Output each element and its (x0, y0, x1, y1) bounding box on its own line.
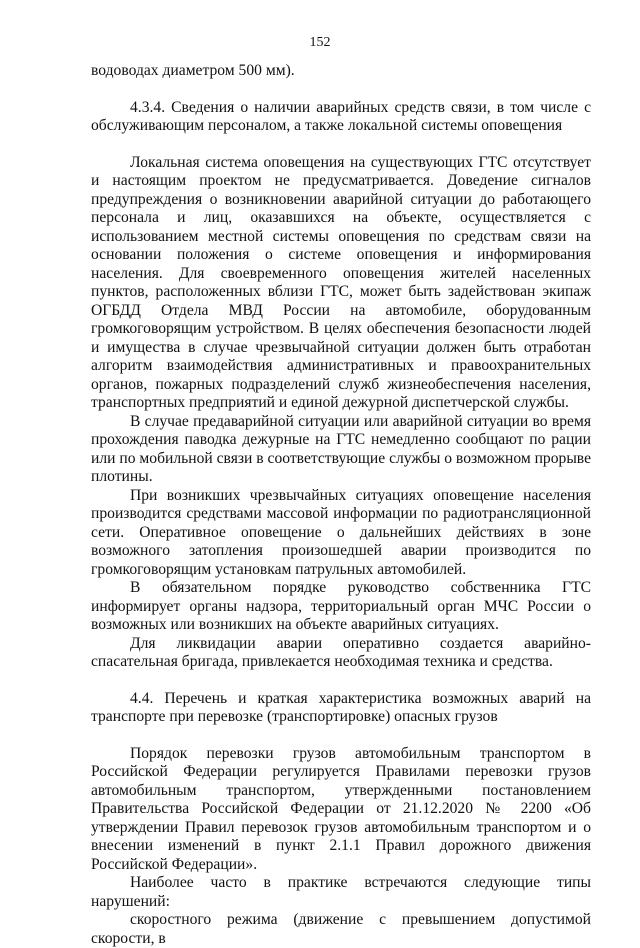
paragraph-rescue-team: Для ликвидации аварии оперативно создается аварийно-спасательная бригада, привлекается необходимая техника и средства. (91, 634, 591, 670)
paragraph-continuation: водоводах диаметром 500 мм). (91, 62, 295, 79)
paragraph-emergency-alerts: При возникших чрезвычайных ситуациях оповещение населения производится средствами массовой информации по радиотрансляционной сети. Оперативное оповещение о дальнейших действиях в зоне возможного затопления произошедшей аварии производится по громкоговорящим установкам патрульных автомобилей. (91, 486, 591, 578)
page-content (91, 62, 591, 948)
paragraph-owner-informs: В обязательном порядке руководство собственника ГТС информирует органы надзора, территориальный орган МЧС России о возможных или возникших на объекте аварийных ситуациях. (91, 579, 591, 633)
paragraph-pre-emergency: В случае предаварийной ситуации или аварийной ситуации во время прохождения паводка дежурные на ГТС немедленно сообщают по рации или по мобильной связи в соответствующие службы о возможном прорыве плотины. (91, 412, 591, 485)
paragraph-local-alert-system: Локальная система оповещения на существующих ГТС отсутствует и настоящим проектом не предусматривается. Доведение сигналов предупреждения о возникновении аварийной ситуации до работающего персонала и лиц, оказавшихся на объекте, осуществляется с использованием местной системы оповещения по средствам связи на основании положения о системе оповещения и информирования населения. Для своевременного оповещения жителей населенных пунктов, расположенных вблизи ГТС, может быть задействован экипаж ОГБДД Отдела МВД России на автомобиле, оборудованным громкоговорящим устройством. В целях обеспечения безопасности людей и имущества в случае чрезвычайной ситуации должен быть отработан алгоритм взаимодействия административных и правоохранительных органов, пожарных подразделений служб жизнеобеспечения населения, транспортных предприятий и единой дежурной диспетчерской службы. (91, 153, 591, 411)
paragraph-violation-types: Наиболее часто в практике встречаются следующие типы нарушений: (91, 874, 591, 910)
section-heading-4-4: 4.4. Перечень и краткая характеристика возможных аварий на транспорте при перевозке (транспортировке) опасных грузов (91, 689, 591, 725)
page-number: 152 (309, 35, 331, 50)
list-item-speed-violation: скоростного режима (движение с превышением допустимой скорости, в (91, 911, 591, 947)
section-heading-4-3-4: 4.3.4. Сведения о наличии аварийных средств связи, в том числе с обслуживающим персоналом, а также локальной системы оповещения (91, 98, 591, 134)
paragraph-transport-rules: Порядок перевозки грузов автомобильным транспортом в Российской Федерации регулируется Правилами перевозки грузов автомобильным транспортом, утвержденными постановлением Правительства Российской Федерации от 21.12.2020 № 2200 «Об утверждении Правил перевозок грузов автомобильным транспортом и о внесении изменений в пункт 2.1.1 Правил дорожного движения Российской Федерации». (91, 744, 591, 873)
